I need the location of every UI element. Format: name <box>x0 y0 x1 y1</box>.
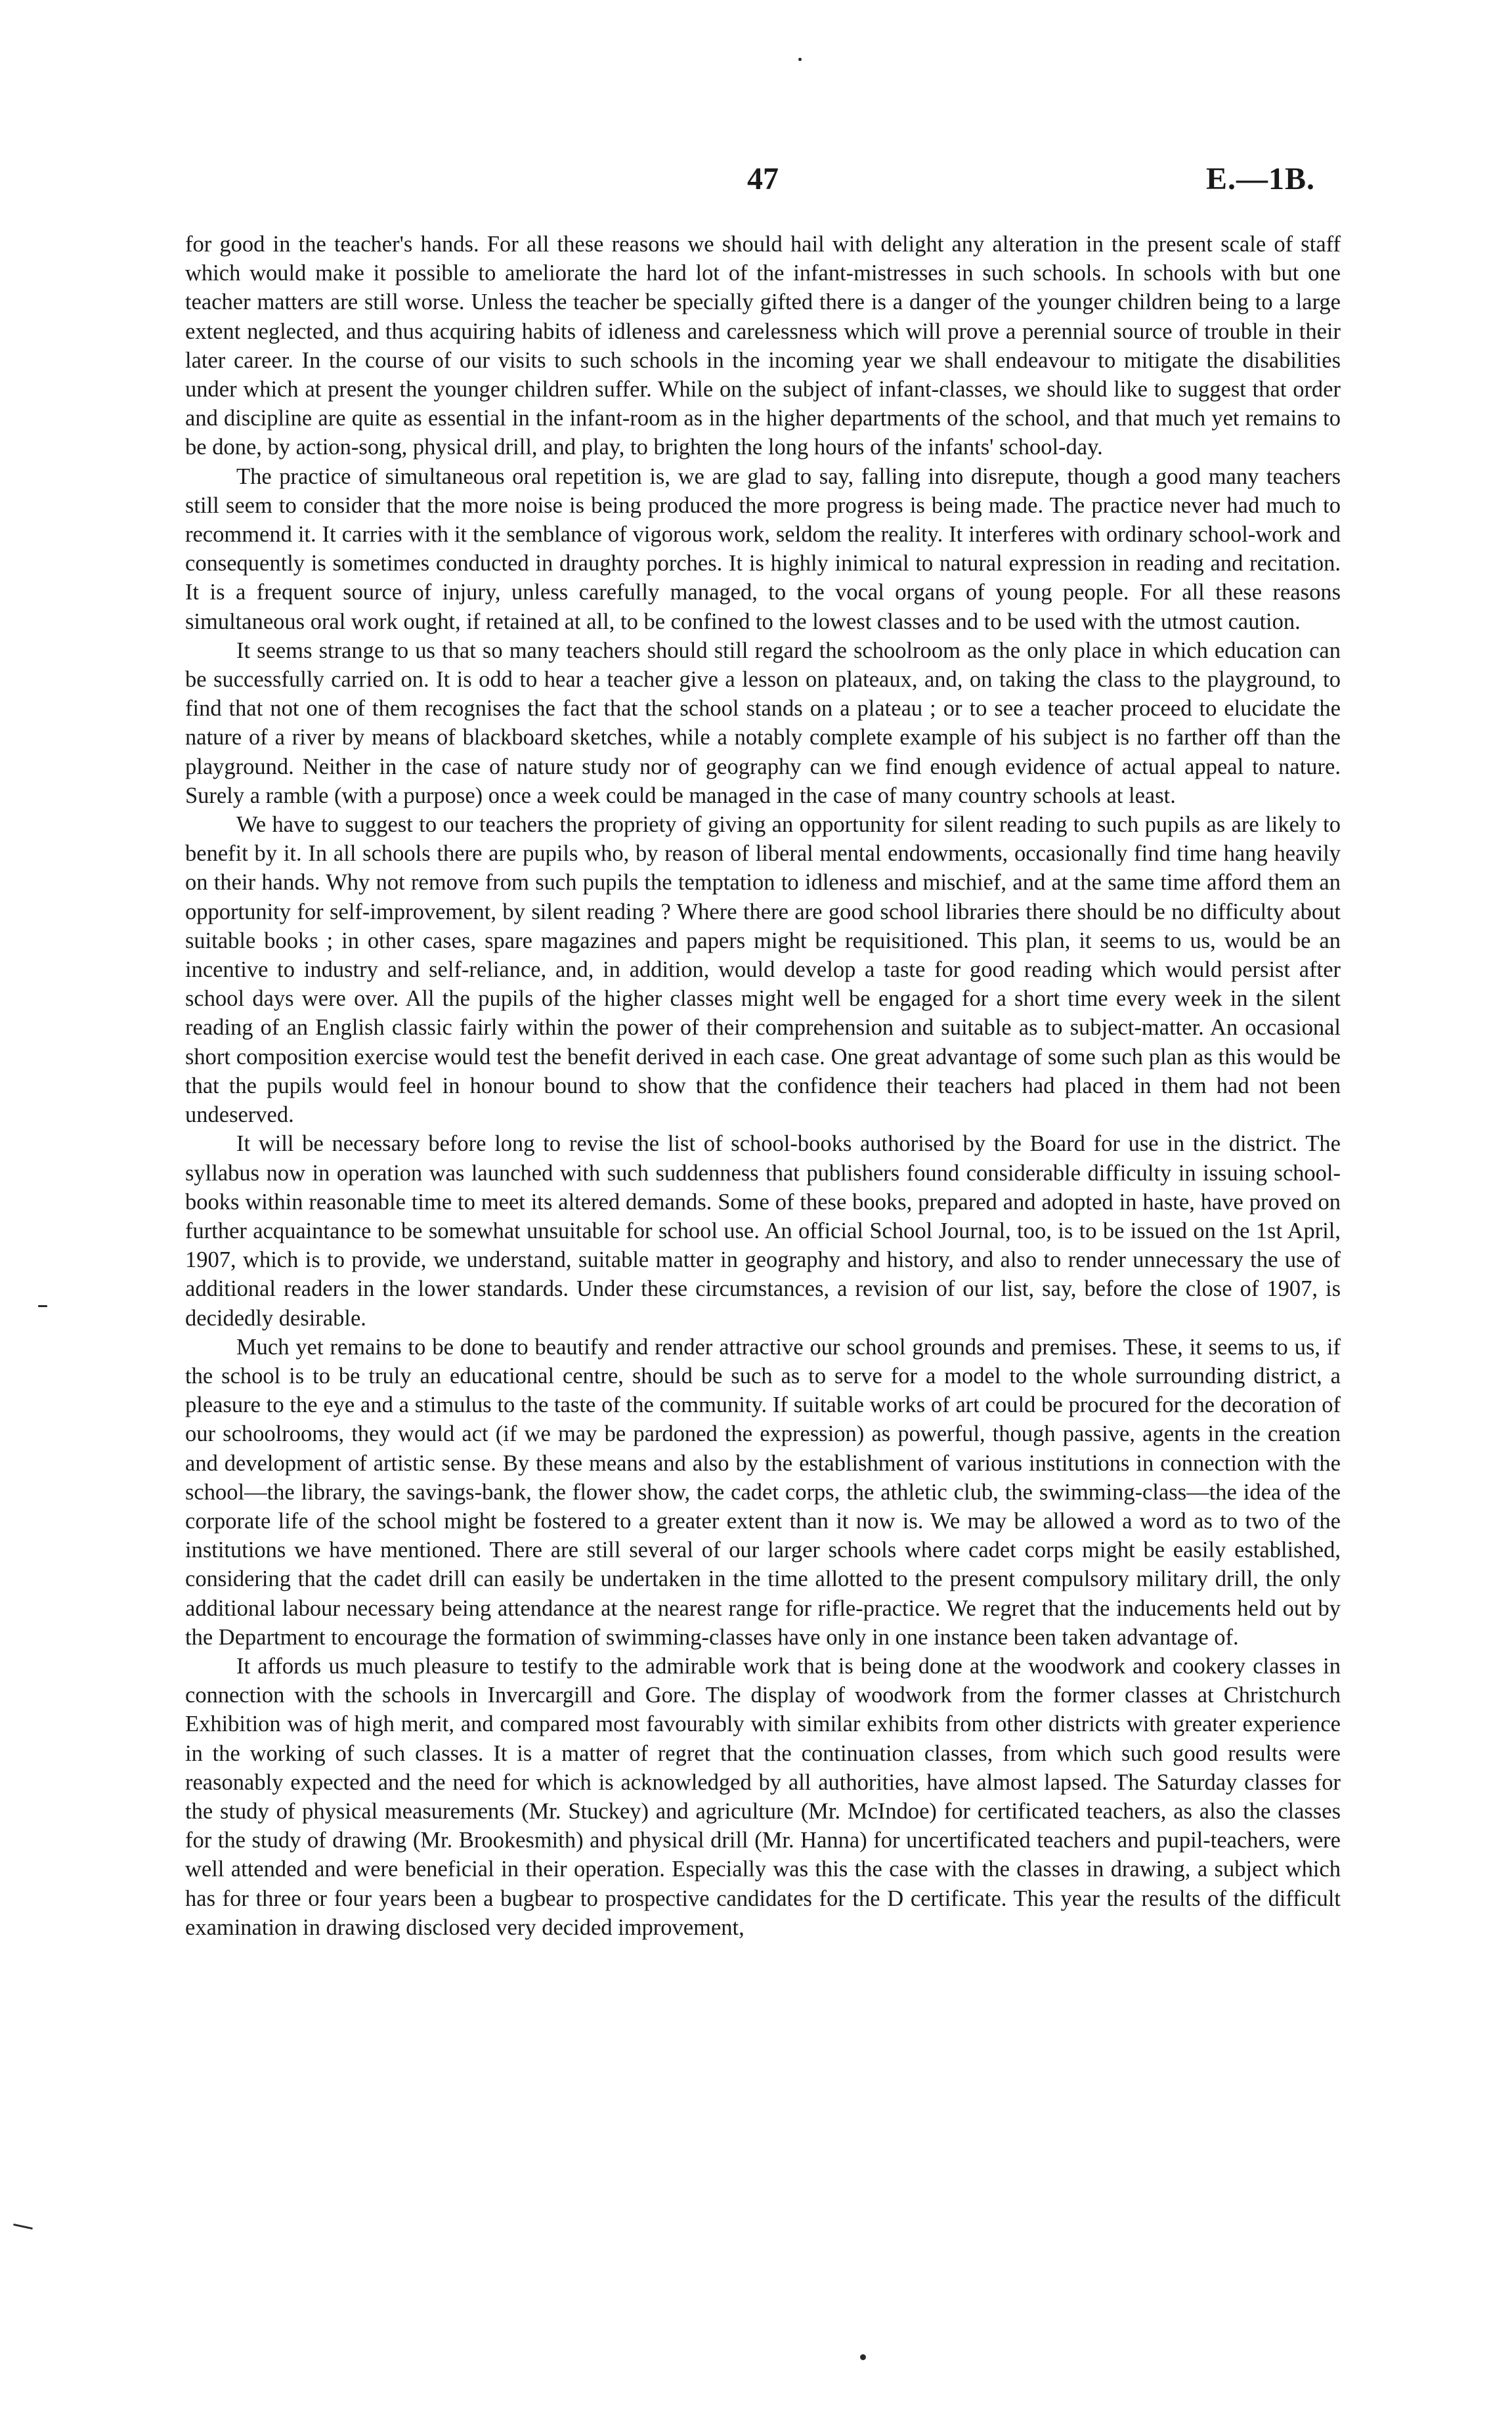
document-reference: E.—1B. <box>1205 162 1315 196</box>
paragraph-infant-classes: for good in the teacher's hands. For all these reasons we should hail with delight any alteration in the present scale of staff which would make it possible to ameliorate the hard lot of the infant-mistresses in such schools. In schools with but one teacher matters are still worse. Unless the teacher be specially gifted there is a danger of the younger children being to a large extent neglected, and thus acquiring habits of idleness and carelessness which will prove a perennial source of trouble in their later career. In the course of our visits to such schools in the incoming year we shall endeavour to mitigate the disabilities under which at present the younger children suffer. While on the subject of infant-classes, we should like to suggest that order and discipline are quite as essential in the infant-room as in the higher departments of the school, and that much yet remains to be done, by action-song, physical drill, and play, to brighten the long hours of the infants' school-day. <box>185 232 1341 460</box>
body-text <box>185 230 1341 1942</box>
paragraph-oral-repetition: The practice of simultaneous oral repetition is, we are glad to say, falling into disrepute, though a good many teachers still seem to consider that the more noise is being produced the more progress is being made. The practice never had much to recommend it. It carries with it the semblance of vigorous work, seldom the reality. It interferes with ordinary school-work and consequently is sometimes conducted in draughty porches. It is highly inimical to natural expression in reading and recitation. It is a frequent source of injury, unless carefully managed, to the vocal organs of young people. For all these reasons simultaneous oral work ought, if retained at all, to be confined to the lowest classes and to be used with the utmost caution. <box>185 463 1341 634</box>
ink-speck <box>798 58 802 61</box>
page-number: 47 <box>747 162 779 196</box>
paragraph-silent-reading: We have to suggest to our teachers the propriety of giving an opportunity for silent reading to such pupils as are likely to benefit by it. In all schools there are pupils who, by reason of liberal mental endowments, occasionally find time hang heavily on their hands. Why not remove from such pupils the temptation to idleness and mischief, and at the same time afford them an opportunity for self-improvement, by silent reading ? Where there are good school libraries there should be no difficulty about suitable books ; in other cases, spare magazines and papers might be requisitioned. This plan, it seems to us, would be an incentive to industry and self-reliance, and, in addition, would develop a taste for good reading which would persist after school days were over. All the pupils of the higher classes might well be engaged for a short time every week in the silent reading of an English classic fairly within the power of their comprehension and suitable as to subject-matter. An occasional short composition exercise would test the benefit derived in each case. One great advantage of some such plan as this would be that the pupils would feel in honour bound to show that the confidence their teachers had placed in them had not been undeserved. <box>185 812 1341 1128</box>
ink-speck <box>13 2224 33 2230</box>
page-header <box>0 161 1512 207</box>
paragraph-woodwork-classes: It affords us much pleasure to testify to the admirable work that is being done at the woodwork and cookery classes in connection with the schools in Invercargill and Gore. The display of woodwork from the former classes at Christchurch Exhibition was of high merit, and compared most favourably with similar exhibits from other districts with greater experience in the working of such classes. It is a matter of regret that the continuation classes, from which such good results were reasonably expected and the need for which is acknowledged by all authorities, have almost lapsed. The Saturday classes for the study of physical measurements (Mr. Stuckey) and agriculture (Mr. McIndoe) for certificated teachers, as also the classes for the study of drawing (Mr. Brookesmith) and physical drill (Mr. Hanna) for uncertificated teachers and pupil-teachers, were well attended and were beneficial in their operation. Especially was this the case with the classes in drawing, a subject which has for three or four years been a bugbear to prospective candidates for the D certificate. This year the results of the difficult examination in drawing disclosed very decided improvement, <box>185 1653 1341 1940</box>
ink-speck <box>860 2354 866 2360</box>
paragraph-outdoor-education: It seems strange to us that so many teachers should still regard the schoolroom as the only place in which education can be successfully carried on. It is odd to hear a teacher give a lesson on plateaux, and, on taking the class to the playground, to find that not one of them recognises the fact that the school stands on a plateau ; or to see a teacher proceed to elucidate the nature of a river by means of blackboard sketches, while a notably complete example of his subject is no farther off than the playground. Neither in the case of nature study nor of geography can we find enough evidence of actual appeal to nature. Surely a ramble (with a purpose) once a week could be managed in the case of many country schools at least. <box>185 637 1341 808</box>
paragraph-school-grounds: Much yet remains to be done to beautify and render attractive our school grounds and premises. These, it seems to us, if the school is to be truly an educational centre, should be such as to serve for a model to the whole surrounding district, a pleasure to the eye and a stimulus to the taste of the community. If suitable works of art could be procured for the decoration of our schoolrooms, they would act (if we may be pardoned the expression) as powerful, though passive, agents in the creation and development of artistic sense. By these means and also by the establishment of various institutions in connection with the school—the library, the savings-bank, the flower show, the cadet corps, the athletic club, the swimming-class—the idea of the corporate life of the school might be fostered to a greater extent than it now is. We may be allowed a word as to two of the institutions we have mentioned. There are still several of our larger schools where cadet corps might be easily established, considering that the cadet drill can easily be undertaken in the time allotted to the present compulsory military drill, the only additional labour necessary being attendance at the nearest range for rifle-practice. We regret that the inducements held out by the Department to encourage the formation of swimming-classes have only in one instance been taken advantage of. <box>185 1334 1341 1650</box>
paragraph-school-books: It will be necessary before long to revise the list of school-books authorised by the Board for use in the district. The syllabus now in operation was launched with such suddenness that publishers found considerable difficulty in issuing school-books within reasonable time to meet its altered demands. Some of these books, prepared and adopted in haste, have proved on further acquaintance to be somewhat unsuitable for school use. An official School Journal, too, is to be issued on the 1st April, 1907, which is to provide, we understand, suitable matter in geography and history, and also to render unnecessary the use of additional readers in the lower standards. Under these circumstances, a revision of our list, say, before the close of 1907, is decidedly desirable. <box>185 1131 1341 1331</box>
ink-speck <box>38 1305 47 1307</box>
